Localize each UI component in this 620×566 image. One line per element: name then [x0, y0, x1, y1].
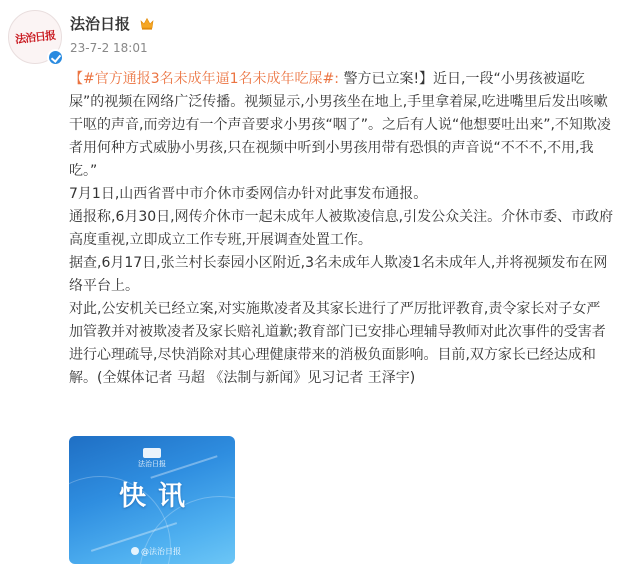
post-paragraph: 通报称,6月30日,网传介休市一起未成年人被欺凌信息,引发公众关注。介休市委、市政府高度重视,立即成立工作专班,开展调查处置工作。	[69, 209, 614, 248]
post-paragraph-lead	[69, 68, 614, 183]
post-paragraph: 据查,6月17日,张兰村长泰园小区附近,3名未成年人欺凌1名未成年人,并将视频发布在网络平台上。	[69, 255, 608, 294]
topic-hashtag-link[interactable]: 【#官方通报3名未成年逼1名未成年吃屎#:	[69, 71, 339, 87]
post-image-thumbnail[interactable]	[69, 436, 235, 564]
post-paragraph: 7月1日,山西省晋中市介休市委网信办针对此事发布通报。	[69, 186, 428, 202]
media-logo	[127, 448, 177, 470]
weibo-icon	[131, 547, 139, 555]
media-headline: 快讯	[119, 481, 197, 512]
post-timestamp[interactable]: 23-7-2 18:01	[70, 41, 148, 55]
post-lead-text: 警方已立案!】近日,一段“小男孩被逼吃屎”的视频在网络广泛传播。视频显示,小男孩坐在地上,手里拿着屎,吃进嘴里后发出咳嗽干呕的声音,而旁边有一个声音要求小男孩“咽了”。之后有人说“他想要吐出来”,不知欺凌者用何种方式威胁小男孩,只在视频中听到小男孩用带有恐惧的声音说“不不不,不用,我吃。”	[69, 71, 611, 179]
post-paragraph: 对此,公安机关已经立案,对实施欺凌者及其家长进行了严厉批评教育,责令家长对子女严加管教并对被欺凌者及家长赔礼道歉;教育部门已安排心理辅导教师对此次事件的受害者进行心理疏导,尽快消除对其心理健康带来的消极负面影响。目前,双方家长已经达成和解。(全媒体记者 马超 《法制与新闻》见习记者 王泽宇)	[69, 301, 606, 386]
author-name[interactable]	[70, 14, 154, 34]
newspaper-icon	[143, 448, 161, 458]
post-content	[69, 68, 614, 390]
crown-icon	[140, 17, 154, 30]
watermark-text: @法治日报	[141, 547, 181, 556]
author-name-text: 法治日报	[70, 15, 131, 33]
avatar-logo-text: 法治日报	[14, 28, 56, 47]
image-watermark	[131, 547, 181, 557]
avatar[interactable]	[8, 10, 62, 64]
verified-badge-icon	[47, 49, 64, 66]
media-logo-text: 法治日报	[138, 460, 166, 468]
